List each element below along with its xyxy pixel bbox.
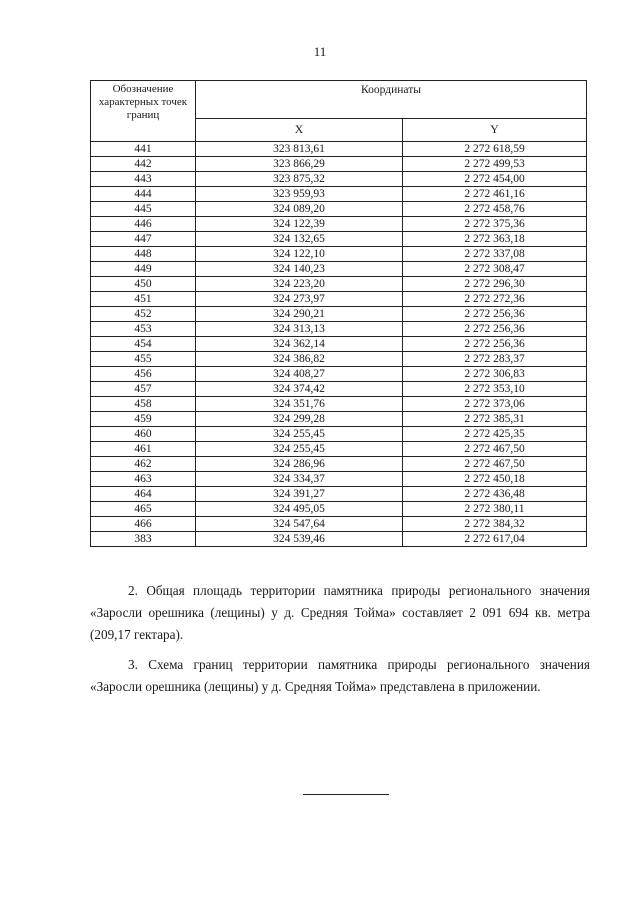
coordinates-table [90,80,587,547]
table-row [91,502,587,517]
x-cell: 324 089,20 [196,202,403,217]
y-cell: 2 272 380,11 [403,502,587,517]
x-cell: 324 495,05 [196,502,403,517]
table-row [91,472,587,487]
y-cell: 2 272 458,76 [403,202,587,217]
point-cell: 461 [91,442,196,457]
table-row [91,292,587,307]
table-row [91,172,587,187]
point-cell: 452 [91,307,196,322]
table-row [91,202,587,217]
point-cell: 457 [91,382,196,397]
table-row [91,442,587,457]
x-header: X [196,118,403,141]
y-cell: 2 272 384,32 [403,517,587,532]
x-cell: 324 334,37 [196,472,403,487]
x-cell: 324 362,14 [196,337,403,352]
point-designation-header: Обозначение характерных точек границ [91,81,196,142]
table-row [91,322,587,337]
table-row [91,307,587,322]
point-cell: 454 [91,337,196,352]
x-cell: 324 132,65 [196,232,403,247]
y-cell: 2 272 306,83 [403,367,587,382]
x-cell: 324 313,13 [196,322,403,337]
x-cell: 324 374,42 [196,382,403,397]
point-cell: 462 [91,457,196,472]
point-cell: 459 [91,412,196,427]
y-cell: 2 272 353,10 [403,382,587,397]
total-area-paragraph: 2. Общая площадь территории памятника природы регионального значения «Заросли орешника (лещины) у д. Средняя Тойма» составляет 2 091 694 кв. метра (209,17 гектара). [90,583,590,643]
table-row [91,262,587,277]
y-cell: 2 272 461,16 [403,187,587,202]
point-cell: 442 [91,157,196,172]
y-cell: 2 272 337,08 [403,247,587,262]
table-row [91,412,587,427]
y-cell: 2 272 454,00 [403,172,587,187]
x-cell: 324 255,45 [196,427,403,442]
y-cell: 2 272 256,36 [403,307,587,322]
point-cell: 443 [91,172,196,187]
point-cell: 460 [91,427,196,442]
end-divider [303,794,389,795]
table-row [91,142,587,157]
table-row [91,337,587,352]
point-cell: 458 [91,397,196,412]
y-cell: 2 272 272,36 [403,292,587,307]
y-cell: 2 272 385,31 [403,412,587,427]
x-cell: 324 122,10 [196,247,403,262]
point-cell: 383 [91,532,196,547]
table-row [91,487,587,502]
table-row [91,247,587,262]
x-cell: 324 286,96 [196,457,403,472]
y-cell: 2 272 373,06 [403,397,587,412]
y-cell: 2 272 256,36 [403,337,587,352]
x-cell: 324 391,27 [196,487,403,502]
point-cell: 449 [91,262,196,277]
table-row [91,532,587,547]
y-cell: 2 272 308,47 [403,262,587,277]
x-cell: 324 351,76 [196,397,403,412]
table-row [91,457,587,472]
page-number: 11 [313,44,327,59]
y-cell: 2 272 375,36 [403,217,587,232]
point-cell: 453 [91,322,196,337]
x-cell: 324 273,97 [196,292,403,307]
point-cell: 466 [91,517,196,532]
y-cell: 2 272 618,59 [403,142,587,157]
y-cell: 2 272 256,36 [403,322,587,337]
table-row [91,367,587,382]
x-cell: 324 408,27 [196,367,403,382]
x-cell: 324 299,28 [196,412,403,427]
y-cell: 2 272 425,35 [403,427,587,442]
table-row [91,397,587,412]
table-row [91,187,587,202]
table-row [91,352,587,367]
y-cell: 2 272 283,37 [403,352,587,367]
x-cell: 323 866,29 [196,157,403,172]
point-cell: 463 [91,472,196,487]
point-cell: 448 [91,247,196,262]
point-cell: 465 [91,502,196,517]
y-cell: 2 272 363,18 [403,232,587,247]
y-cell: 2 272 450,18 [403,472,587,487]
x-cell: 324 122,39 [196,217,403,232]
y-cell: 2 272 499,53 [403,157,587,172]
x-cell: 324 140,23 [196,262,403,277]
y-cell: 2 272 296,30 [403,277,587,292]
point-cell: 456 [91,367,196,382]
x-cell: 324 539,46 [196,532,403,547]
y-cell: 2 272 467,50 [403,457,587,472]
point-cell: 450 [91,277,196,292]
point-cell: 447 [91,232,196,247]
y-cell: 2 272 467,50 [403,442,587,457]
table-row [91,232,587,247]
point-cell: 441 [91,142,196,157]
x-cell: 323 875,32 [196,172,403,187]
table-row [91,217,587,232]
point-cell: 455 [91,352,196,367]
x-cell: 323 813,61 [196,142,403,157]
table-row [91,517,587,532]
x-cell: 324 290,21 [196,307,403,322]
x-cell: 324 386,82 [196,352,403,367]
coordinates-header: Координаты [196,81,587,119]
table-row [91,277,587,292]
x-cell: 323 959,93 [196,187,403,202]
table-body [91,142,587,547]
x-cell: 324 255,45 [196,442,403,457]
y-cell: 2 272 436,48 [403,487,587,502]
y-header: Y [403,118,587,141]
point-cell: 464 [91,487,196,502]
point-cell: 446 [91,217,196,232]
boundary-scheme-paragraph: 3. Схема границ территории памятника природы регионального значения «Заросли орешника (лещины) у д. Средняя Тойма» представлена в приложении. [90,657,590,695]
point-cell: 444 [91,187,196,202]
point-cell: 451 [91,292,196,307]
table-row [91,382,587,397]
table-row [91,157,587,172]
point-cell: 445 [91,202,196,217]
table-row [91,427,587,442]
y-cell: 2 272 617,04 [403,532,587,547]
x-cell: 324 223,20 [196,277,403,292]
x-cell: 324 547,64 [196,517,403,532]
